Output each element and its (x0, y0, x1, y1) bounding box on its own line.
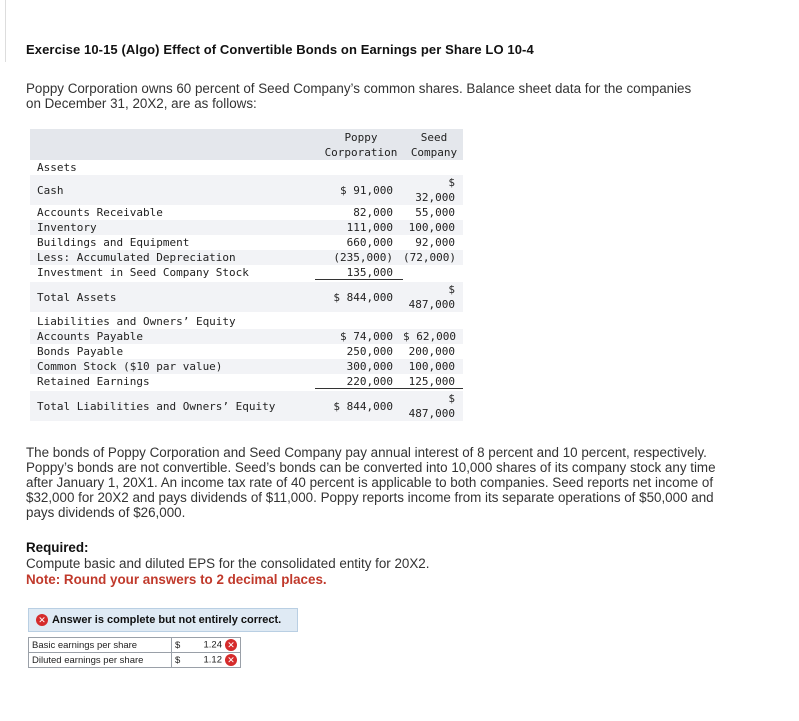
page-edge-divider (0, 0, 6, 62)
diluted-eps-label: Diluted earnings per share (29, 653, 172, 668)
table-header (30, 129, 463, 160)
table-row: Accounts Payable $ 74,000 $ 62,000 (30, 329, 463, 344)
table-row: Retained Earnings 220,000 125,000 (30, 374, 463, 389)
assets-heading-row: Assets (37, 161, 77, 174)
table-row: Less: Accumulated Depreciation (235,000) (72,000) (30, 250, 463, 265)
table-row: Cash $ 91,000 $ 32,000 (30, 175, 463, 205)
header-poppy: Poppy Corporation (324, 131, 398, 159)
diluted-eps-dollar: $ (172, 653, 193, 668)
required-text: Compute basic and diluted EPS for the consolidated entity for 20X2. (26, 556, 430, 571)
basic-eps-cell[interactable] (192, 638, 241, 653)
table-row: Accounts Receivable 82,000 55,000 (37, 206, 455, 219)
diluted-eps-value: 1.12 (203, 654, 222, 666)
table-row: Investment in Seed Company Stock 135,000 (30, 265, 463, 280)
basic-eps-dollar: $ (172, 638, 193, 653)
table-row (29, 638, 241, 653)
answer-table (28, 637, 241, 668)
table-row: Bonds Payable 250,000 200,000 (37, 345, 455, 358)
liabilities-heading-row: Liabilities and Owners’ Equity (37, 315, 236, 328)
balance-sheet-table (30, 129, 463, 421)
table-row: Buildings and Equipment 660,000 92,000 (37, 236, 455, 249)
required-note: Note: Round your answers to 2 decimal places. (26, 572, 327, 587)
total-assets-row: Total Assets $ 844,000 $ 487,000 (30, 282, 463, 312)
basic-eps-value: 1.24 (203, 639, 222, 651)
table-row: Inventory 111,000 100,000 (30, 220, 463, 235)
problem-paragraph: The bonds of Poppy Corporation and Seed Company pay annual interest of 8 percent and 10 percent, respectively. Poppy’s bonds are not convertible. Seed’s bonds can be converted into 10,000 shares of its company stock any time after January 1, 20X1. An income tax rate of 40 percent is applicable to both companies. Seed reports net income of $32,000 for 20X2 and pays dividends of $11,000. Poppy reports income from its separate operations of $50,000 and pays dividends of $26,000. (26, 445, 716, 520)
header-seed: Seed Company (410, 131, 458, 159)
x-circle-icon: ✕ (225, 654, 237, 666)
diluted-eps-cell[interactable] (192, 653, 241, 668)
x-circle-icon: ✕ (225, 639, 237, 651)
answer-status-banner (28, 608, 298, 632)
basic-eps-label: Basic earnings per share (29, 638, 172, 653)
x-circle-icon: ✕ (36, 614, 48, 626)
banner-text: Answer is complete but not entirely correct. (52, 614, 282, 626)
table-row (29, 653, 241, 668)
table-row: Common Stock ($10 par value) 300,000 100,000 (30, 359, 463, 374)
exercise-title: Exercise 10-15 (Algo) Effect of Convertible Bonds on Earnings per Share LO 10-4 (26, 42, 534, 57)
required-heading: Required: (26, 540, 89, 555)
total-liabilities-row: Total Liabilities and Owners’ Equity $ 844,000 $ 487,000 (30, 391, 463, 421)
intro-text: Poppy Corporation owns 60 percent of Seed Company’s common shares. Balance sheet data for the companies on December 31, 20X2, are as follows: (26, 81, 692, 111)
